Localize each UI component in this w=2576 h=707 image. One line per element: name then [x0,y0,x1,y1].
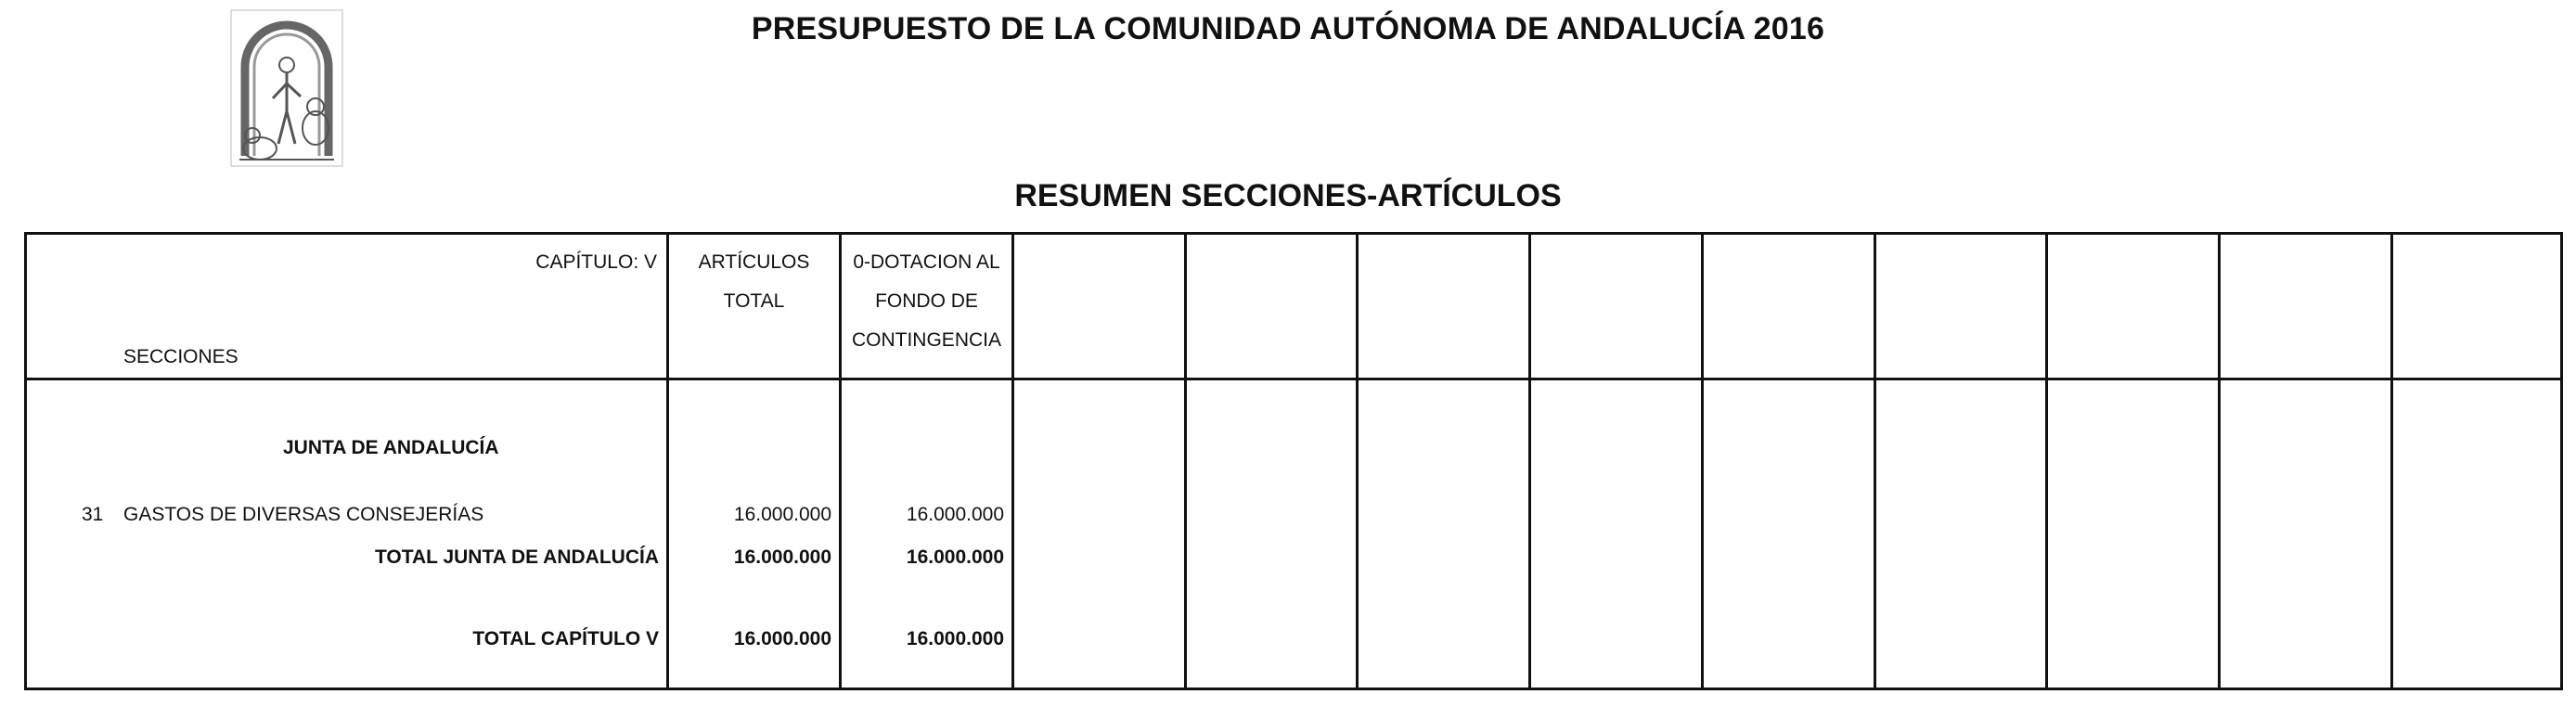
art0-col-header-line1: 0-DOTACION AL [853,251,1000,273]
row-art0: 16.000.000 [906,504,1004,525]
chapter-total-label: TOTAL CAPÍTULO V [472,628,659,649]
document-title: PRESUPUESTO DE LA COMUNIDAD AUTÓNOMA DE ANDALUCÍA 2016 [751,11,1825,46]
chapter-total-value: 16.000.000 [733,628,831,649]
header-separator [24,378,2563,380]
column-divider [1356,232,1359,690]
row-code: 31 [82,504,104,525]
total-col-header-line1: ARTÍCULOS [698,251,810,273]
column-divider [2045,232,2048,690]
chapter-total-art0: 16.000.000 [906,628,1004,649]
column-divider [1528,232,1531,690]
column-divider [2390,232,2393,690]
group-total-value: 16.000.000 [733,546,831,568]
column-divider [1701,232,1704,690]
column-divider [1184,232,1187,690]
total-col-header-line2: TOTAL [723,290,785,312]
column-divider [2218,232,2221,690]
document-subtitle: RESUMEN SECCIONES-ARTÍCULOS [1014,178,1562,213]
chapter-label: CAPÍTULO: V [535,251,657,273]
sections-header: SECCIONES [123,346,238,367]
column-divider [1011,232,1014,690]
row-name: GASTOS DE DIVERSAS CONSEJERÍAS [123,504,484,525]
column-divider [1874,232,1876,690]
art0-col-header-line2: FONDO DE [875,290,978,312]
row-total: 16.000.000 [733,504,831,525]
group-total-label: TOTAL JUNTA DE ANDALUCÍA [374,546,659,568]
group-total-art0: 16.000.000 [906,546,1004,568]
group-title: JUNTA DE ANDALUCÍA [283,437,499,458]
art0-col-header-line3: CONTINGENCIA [851,329,1001,351]
